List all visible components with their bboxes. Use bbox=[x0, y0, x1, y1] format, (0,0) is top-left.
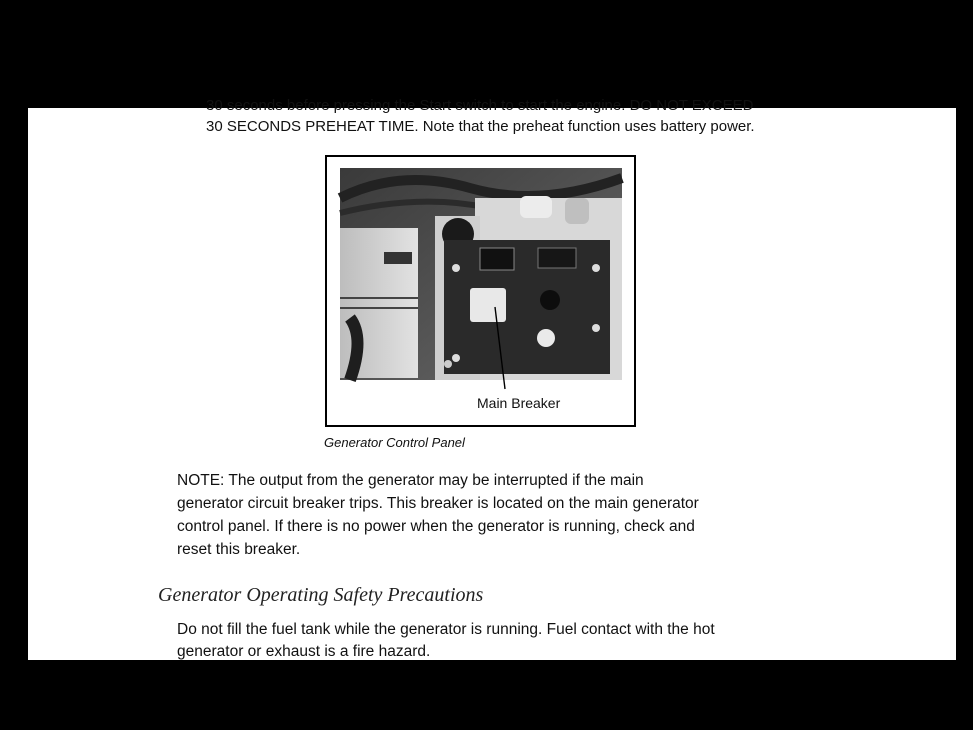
generator-control-panel-photo bbox=[340, 168, 622, 380]
safety-paragraph bbox=[177, 619, 817, 663]
preheat-text: 30 SECONDS PREHEAT TIME. Note that the preheat function uses battery power. bbox=[206, 118, 755, 135]
note-line: NOTE: The output from the generator may be interrupted if the main bbox=[177, 472, 644, 489]
note-paragraph bbox=[177, 469, 817, 561]
figure-frame bbox=[325, 155, 636, 427]
photo-illustration bbox=[340, 168, 622, 380]
document-page bbox=[28, 97, 956, 660]
note-line: control panel. If there is no power when the generator is running, check and bbox=[177, 518, 695, 535]
safety-line: Do not fill the fuel tank while the generator is running. Fuel contact with the hot bbox=[177, 621, 715, 638]
main-breaker-label: Main Breaker bbox=[477, 395, 561, 411]
note-line: reset this breaker. bbox=[177, 541, 301, 558]
cut-off-text-line: 30 seconds before pressing the Start switch to start the engine. DO NOT EXCEED bbox=[206, 97, 754, 114]
section-heading: Generator Operating Safety Precautions bbox=[158, 584, 484, 606]
safety-line: generator or exhaust is a fire hazard. bbox=[177, 643, 431, 660]
note-line: generator circuit breaker trips. This breaker is located on the main generator bbox=[177, 495, 699, 512]
figure-caption: Generator Control Panel bbox=[324, 435, 465, 450]
